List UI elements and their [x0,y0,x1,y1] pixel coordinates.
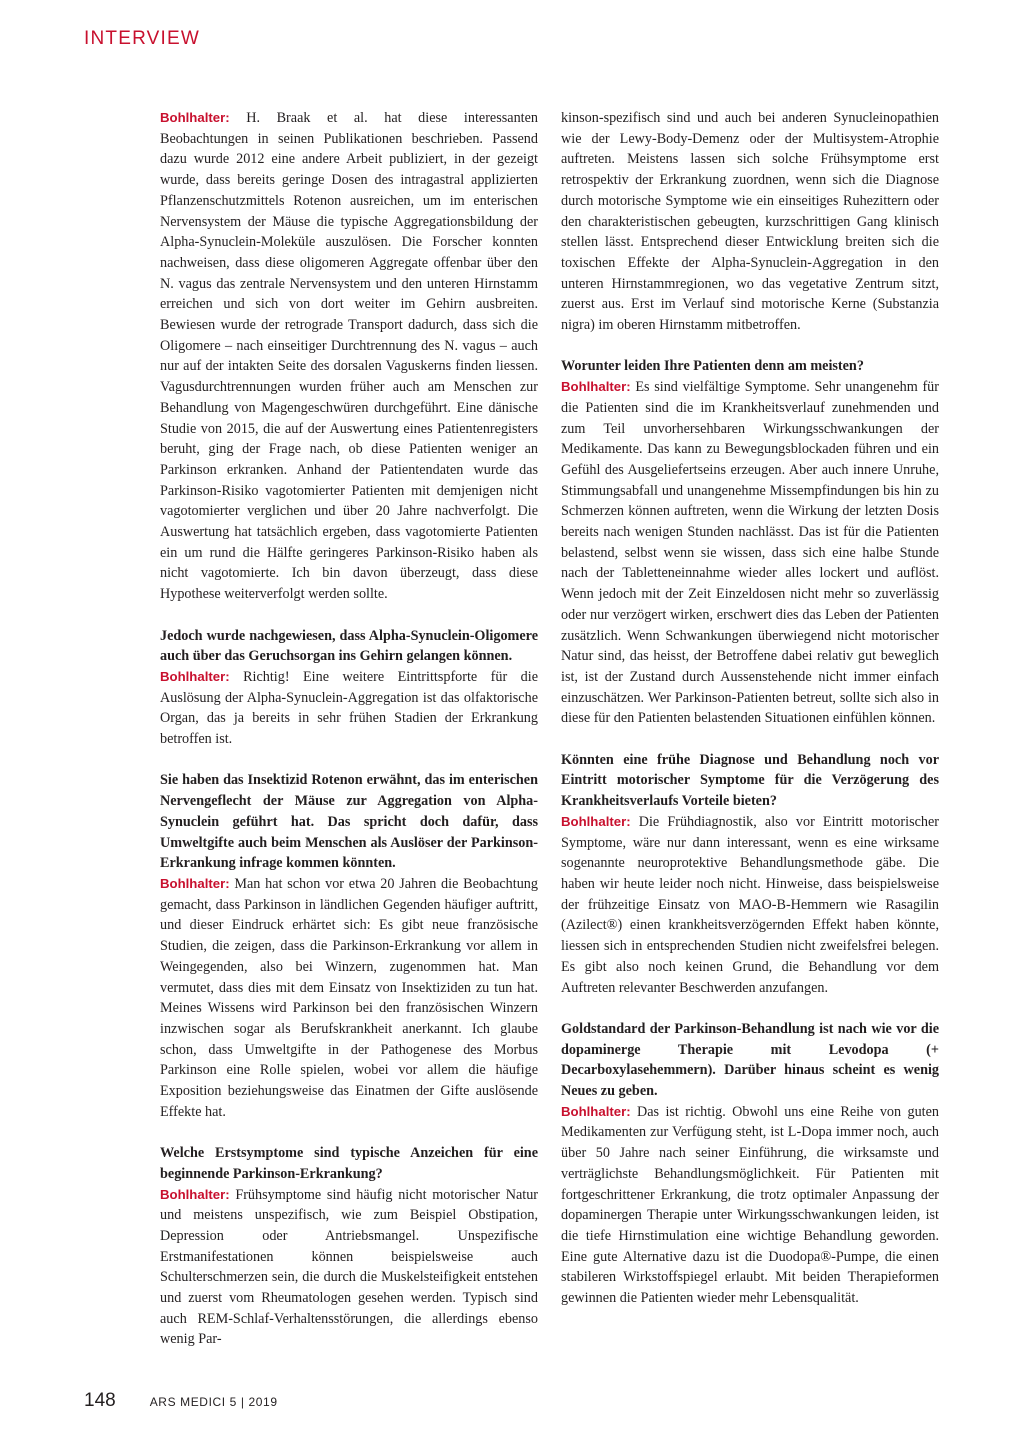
page-number: 148 [84,1390,116,1411]
answer-paragraph [160,667,538,750]
answer-text: Die Frühdiagnostik, also vor Eintritt motorischer Symptome, wäre nur dann interessant, wenn es eine wirksame sogenannte neuroprotektive Behandlungsmethode gäbe. Die haben wir heute leider noch nicht. Hinweise, dass beispielsweise der frühzeitige Einsatz von MAO-B-Hemmern wie Rasagilin (Azilect®) einen krankheitsverzögernden Effekt haben könnte, liessen sich in entsprechenden Studien nicht zweifelsfrei belegen. Es gibt also noch keinen Grund, die Behandlung vor dem Auftreten relevanter Beschwerden anzufangen. [561,813,940,996]
answer-text: H. Braak et al. hat diese interessanten Beobachtungen in seinen Publikationen beschrieben. Passend dazu wurde 2012 eine andere Arbeit publiziert, in der gezeigt wurde, dass bereits geringe Dosen des intragastral applizierten Pflanzenschutzmittels Rotenon ausreichen, um im enterischen Nervensystem der Mäuse die typische Aggregationsbildung der Alpha-Synuclein-Moleküle auszulösen. Die Forscher konnten nachweisen, dass diese oligomeren Aggregate offenbar über den N. vagus das zentrale Nervensystem und den unteren Hirnstamm erreichen und sich von dort weiter im Gehirn ausbreiten. Bewiesen wurde der retrograde Transport dadurch, dass sich die Oligomere – nach einseitiger Durchtrennung des N. vagus – auch nur auf der intakten Seite des dorsalen Vaguskerns finden liessen. Vagusdurchtrennungen wurden früher auch am Menschen zur Behandlung von Magengeschwüren durchgeführt. Eine dänische Studie von 2015, die auf der Auswertung eines Patientenregisters beruht, ging der Frage nach, ob diese Patienten weniger an Parkinson erkranken. Anhand der Patientendaten wurde das Parkinson-Risiko vagotomierter Patienten mit demjenigen nicht vagotomierter verglichen und über 20 Jahre nachverfolgt. Die Auswertung hat tatsächlich ergeben, dass vagotomierte Patienten ein um rund die Hälfte geringeres Parkinson-Risiko haben als nicht vagotomierte. Ich bin davon überzeugt, dass diese Hypothese weiterverfolgt werden sollte. [160,110,538,603]
answer-text: Frühsymptome sind häufig nicht motorischer Natur und meistens unspezifisch, wie zum Beispiel Obstipation, Depression oder Antriebsmangel. Unspezifische Erstmanifestationen können beispielsweise auch Schulterschmerzen sein, die durch die Muskelsteifigkeit entstehen und zuerst vom Rheumatologen gesehen werden. Typisch sind auch REM-Schlaf-Verhaltensstörungen, die allerdings ebenso wenig Par- [160,1186,539,1348]
speaker-label: Bohlhalter: [561,379,631,395]
answer-text: Man hat schon vor etwa 20 Jahren die Beobachtung gemacht, dass Parkinson in ländlichen Gegenden häufiger auftritt, und dieser Eindruck erhärtet sich: Es gibt neue französische Studien, die zeigen, dass die Parkinson-Erkrankung vor allem in Weingegenden, also bei Winzern, zugenommen hat. Man vermutet, dass dies mit dem Einsatz von Insektiziden zu tun hat. Meines Wissens wird Parkinson bei den französischen Winzern inzwischen sogar als Berufskrankheit anerkannt. Ich glaube schon, dass Umweltgifte in der Pathogenese des Morbus Parkinson eine Rolle spielen, wobei vor allem die häufige Exposition beziehungsweise das Einatmen der Gifte auslösende Effekte hat. [160,875,538,1120]
speaker-label: Bohlhalter: [561,1103,631,1119]
answer-paragraph [561,377,939,729]
section-header: INTERVIEW [84,28,201,49]
answer-text: Das ist richtig. Obwohl uns eine Reihe von guten Medikamenten zur Verfügung steht, ist L-Dopa immer noch, auch über 50 Jahre nach seiner Einführung, die wirksamste und verträglichste Behandlungsmöglichkeit. Für Patienten mit fortgeschrittener Erkrankung, die trotz optimaler Anpassung der dopaminergen Therapie unter Wirkungsschwankungen leiden, ist die tiefe Hirnstimulation eine wichtige Behandlung geworden. Eine gute Alternative dazu ist die Duodopa®-Pumpe, die einen stabileren Wirkstoffspiegel erlaubt. Mit beiden Therapieformen gewinnen die Patienten wieder mehr Lebensqualität. [561,1103,940,1307]
page-footer [84,1390,278,1412]
question-paragraph: Worunter leiden Ihre Patienten denn am meisten? [561,358,864,375]
speaker-label: Bohlhalter: [160,110,230,125]
answer-text: Es sind vielfältige Symptome. Sehr unangenehm für die Patienten sind die im Krankheitsverlauf zunehmenden und zum Teil unvorhersehbaren Wirkungsschwankungen der Medikamente. Das kann zu Bewegungsblockaden führen und ein Gefühl des Ausgeliefertseins erzeugen. Aber auch innere Unruhe, Stimmungsabfall und unangenehme Missempfindungen bis hin zu Schmerzen können auftreten, wenn die Wirkung der letzten Dosis bereits nach wenigen Stunden nachlässt. Das ist für die Patienten belastend, selbst wenn sie wissen, dass sich eine halbe Stunde nach der Tabletteneinnahme wieder alles lockert und auflöst. Wenn jedoch mit der Zeit Einzeldosen nicht mehr so zuverlässig oder nur verzögert wirken, erschwert dies das Leben der Patienten zusätzlich. Wenn Schwankungen überwiegend nicht motorischer Natur sind, das heisst, der Betroffene dabei relativ gut beweglich ist, ist der Zustand durch Aussenstehende nicht immer einfach einzuschätzen. Wer Parkinson-Patienten betreut, sollte sich also in diese für den Patienten belastenden Situationen einfühlen können. [561,379,940,727]
answer-paragraph [561,1102,939,1309]
answer-paragraph [561,812,939,998]
journal-issue: ARS MEDICI 5 | 2019 [149,1395,278,1409]
question-paragraph: Welche Erstsymptome sind typische Anzeichen für eine beginnende Parkinson-Erkrankung? [160,1145,538,1182]
left-column [160,108,538,1350]
speaker-label: Bohlhalter: [160,875,230,891]
question-paragraph: Sie haben das Insektizid Rotenon erwähnt, das im enterischen Nervengeflecht der Mäuse zur Aggregation von Alpha-Synuclein geführt hat. Das spricht doch dafür, dass Umweltgifte auch beim Menschen als Auslöser der Parkinson-Erkrankung infrage kommen könnten. [160,772,538,872]
question-paragraph: Goldstandard der Parkinson-Behandlung ist nach wie vor die dopaminerge Therapie mit Levodopa (+ Decarboxylasehemmern). Darüber hinaus scheint es wenig Neues zu geben. [561,1020,939,1099]
question-paragraph: Jedoch wurde nachgewiesen, dass Alpha-Synuclein-Oligomere auch über das Geruchsorgan ins Gehirn gelangen können. [160,627,538,665]
question-paragraph: Könnten eine frühe Diagnose und Behandlung noch vor Eintritt motorischer Symptome für die Verzögerung des Krankheitsverlaufs Vorteile bieten? [561,751,939,810]
speaker-label: Bohlhalter: [561,813,631,829]
speaker-label: Bohlhalter: [160,1186,230,1202]
right-column [561,108,939,1309]
speaker-label: Bohlhalter: [160,668,230,684]
answer-paragraph [160,874,538,1122]
answer-continuation: kinson-spezifisch sind und auch bei anderen Synucleinopathien wie der Lewy-Body-Demenz oder der Multisystem-Atrophie auftreten. Meistens lassen sich solche Frühsymptome erst retrospektiv der Erkrankung zuordnen, wenn sich die Diagnose durch motorische Symptome wie ein einseitiges Ruhezittern oder den charakteristischen gebeugten, kurzschrittigen Gang klinisch stellen lässt. Entsprechend dieser Entwicklung breiten sich die toxischen Effekte der Alpha-Synuclein-Aggregation in den unteren Hirnstammregionen, wo das vegetative Zentrum sitzt, zuerst aus. Erst im Verlauf sind motorische Kerne (Substanzia nigra) im oberen Hirnstamm mitbetroffen. [561,110,939,334]
answer-text: Richtig! Eine weitere Eintrittspforte für die Auslösung der Alpha-Synuclein-Aggregation ist das olfaktorische Organ, das ja bereits in sehr frühen Stadien der Erkrankung betroffen ist. [160,668,538,748]
answer-paragraph [160,108,538,605]
answer-paragraph [160,1185,538,1351]
